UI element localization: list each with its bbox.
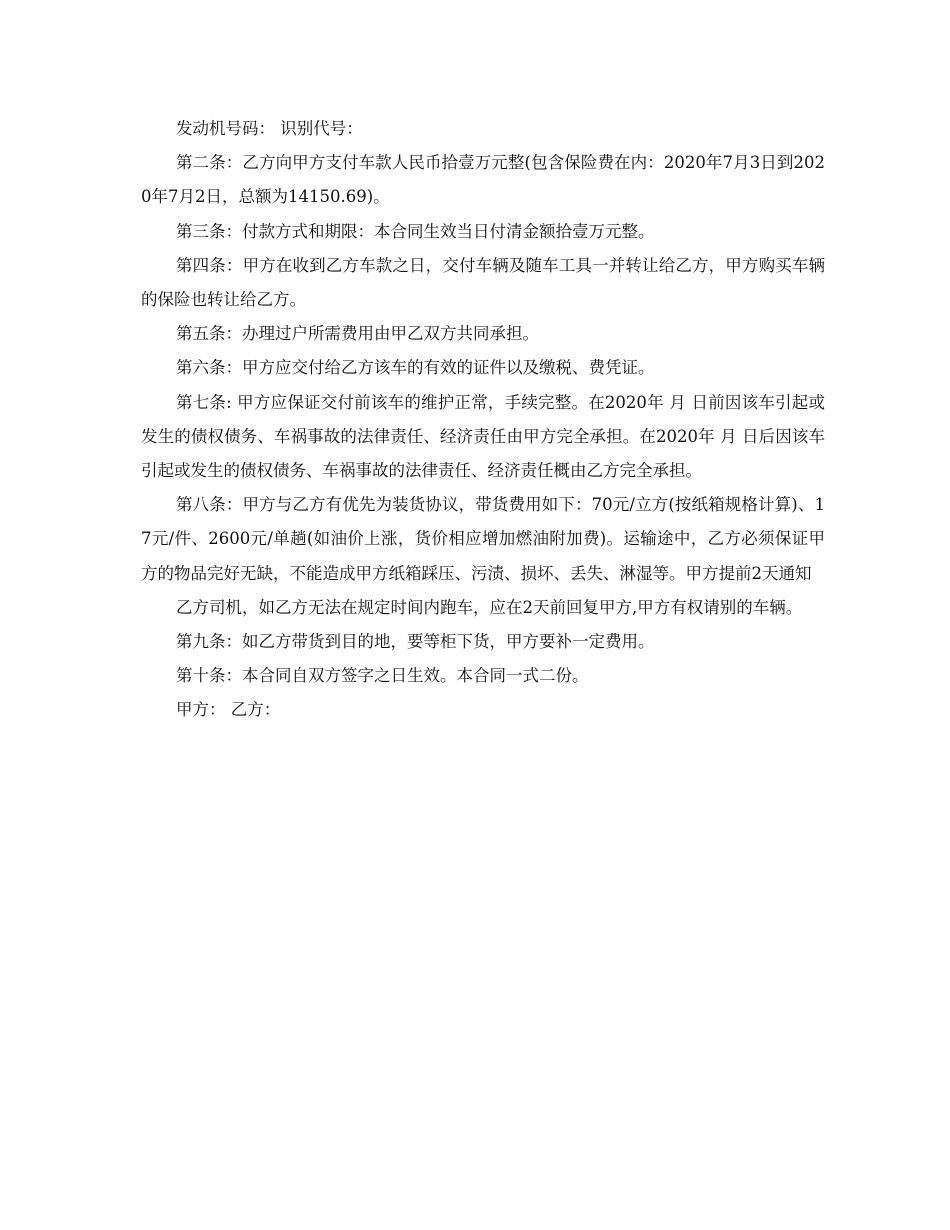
clause-3: 第三条：付款方式和期限：本合同生效当日付清金额拾壹万元整。 bbox=[176, 221, 655, 241]
clause-8: 第八条：甲方与乙方有优先为装货协议，带货费用如下：70元/立方(按纸箱规格计算)、17元/件、2600元/单趟(如油价上涨，货价相应增加燃油附加费)。运输途中，乙方必须保证甲方的物品完好无缺，不能造成甲方纸箱踩压、污渍、损坏、丢失、淋湿等。甲方提前2天通知 bbox=[141, 495, 825, 583]
clause-6: 第六条：甲方应交付给乙方该车的有效的证件以及缴税、费凭证。 bbox=[176, 358, 655, 378]
signature-line: 甲方： 乙方： bbox=[176, 700, 281, 720]
clause-10: 第十条：本合同自双方签字之日生效。本合同一式二份。 bbox=[176, 666, 589, 686]
clause-5: 第五条：办理过户所需费用由甲乙双方共同承担。 bbox=[176, 324, 539, 344]
clause-9: 第九条：如乙方带货到目的地，要等柜下货，甲方要补一定费用。 bbox=[176, 632, 655, 652]
clause-8-continued: 乙方司机，如乙方无法在规定时间内跑车，应在2天前回复甲方,甲方有权请别的车辆。 bbox=[176, 597, 803, 617]
engine-number-line: 发动机号码： 识别代号： bbox=[176, 119, 363, 138]
clause-4: 第四条：甲方在收到乙方车款之日，交付车辆及随车工具一并转让给乙方，甲方购买车辆的保险也转让给乙方。 bbox=[141, 255, 825, 310]
document-page bbox=[141, 112, 825, 728]
clause-7: 第七条: 甲方应保证交付前该车的维护正常，手续完整。在2020年 月 日前因该车引起或发生的债权债务、车祸事故的法律责任、经济责任由甲方完全承担。在2020年 月 日后因该车引起或发生的债权债务、车祸事故的法律责任、经济责任概由乙方完全承担。 bbox=[141, 392, 825, 481]
clause-2: 第二条：乙方向甲方支付车款人民币拾壹万元整(包含保险费在内：2020年7月3日到2020年7月2日，总额为14150.69)。 bbox=[141, 153, 825, 207]
